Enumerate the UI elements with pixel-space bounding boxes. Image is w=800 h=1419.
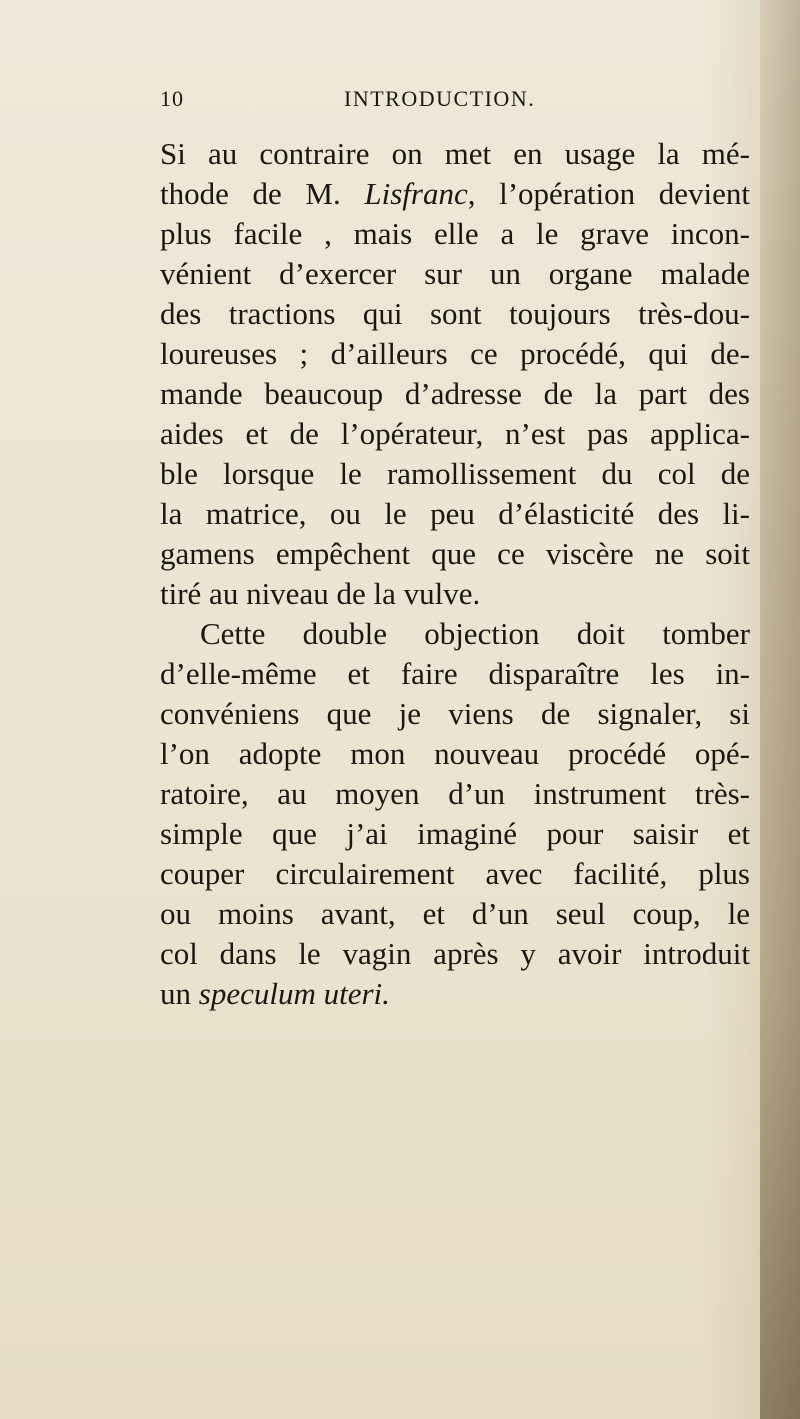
text-line: d’elle-même et faire disparaître les in- (160, 656, 750, 691)
text-line: convéniens que je viens de signaler, si (160, 696, 750, 731)
page-number: 10 (160, 86, 184, 111)
text-line: Cette double objection doit tomber (200, 616, 750, 651)
author-name-italic: Lisfranc (364, 176, 468, 211)
text-line: des tractions qui sont toujours très-dou- (160, 296, 750, 331)
text-line: col dans le vagin après y avoir introduit (160, 936, 750, 971)
text-line: Si au contraire on met en usage la mé- (160, 136, 750, 171)
text-line: ble lorsque le ramollissement du col de (160, 456, 750, 491)
text-line: vénient d’exercer sur un organe malade (160, 256, 750, 291)
text-line: loureuses ; d’ailleurs ce procédé, qui de- (160, 336, 750, 371)
text-line: la matrice, ou le peu d’élasticité des li- (160, 496, 750, 531)
text-line: ratoire, au moyen d’un instrument très- (160, 776, 750, 811)
text-segment: un (160, 976, 199, 1011)
running-head (0, 86, 800, 116)
text-line: plus facile , mais elle a le grave incon- (160, 216, 750, 251)
text-segment: thode de M. (160, 176, 365, 211)
text-line: mande beaucoup d’adresse de la part des (160, 376, 750, 411)
text-line: ou moins avant, et d’un seul coup, le (160, 896, 750, 931)
body-text (160, 134, 750, 1014)
page-edge-stain (760, 0, 800, 1419)
text-line: couper circulairement avec facilité, plus (160, 856, 750, 891)
latin-term-italic: speculum uteri. (198, 976, 390, 1011)
text-line (160, 174, 750, 214)
text-line: aides et de l’opérateur, n’est pas applica- (160, 416, 750, 451)
text-line (160, 974, 750, 1014)
text-line: l’on adopte mon nouveau procédé opé- (160, 736, 750, 771)
text-line: simple que j’ai imaginé pour saisir et (160, 816, 750, 851)
text-line: gamens empêchent que ce viscère ne soit (160, 536, 750, 571)
running-title: INTRODUCTION. (344, 86, 536, 111)
text-segment: , l’opération devient (467, 176, 750, 211)
text-line: tiré au niveau de la vulve. (160, 576, 481, 611)
